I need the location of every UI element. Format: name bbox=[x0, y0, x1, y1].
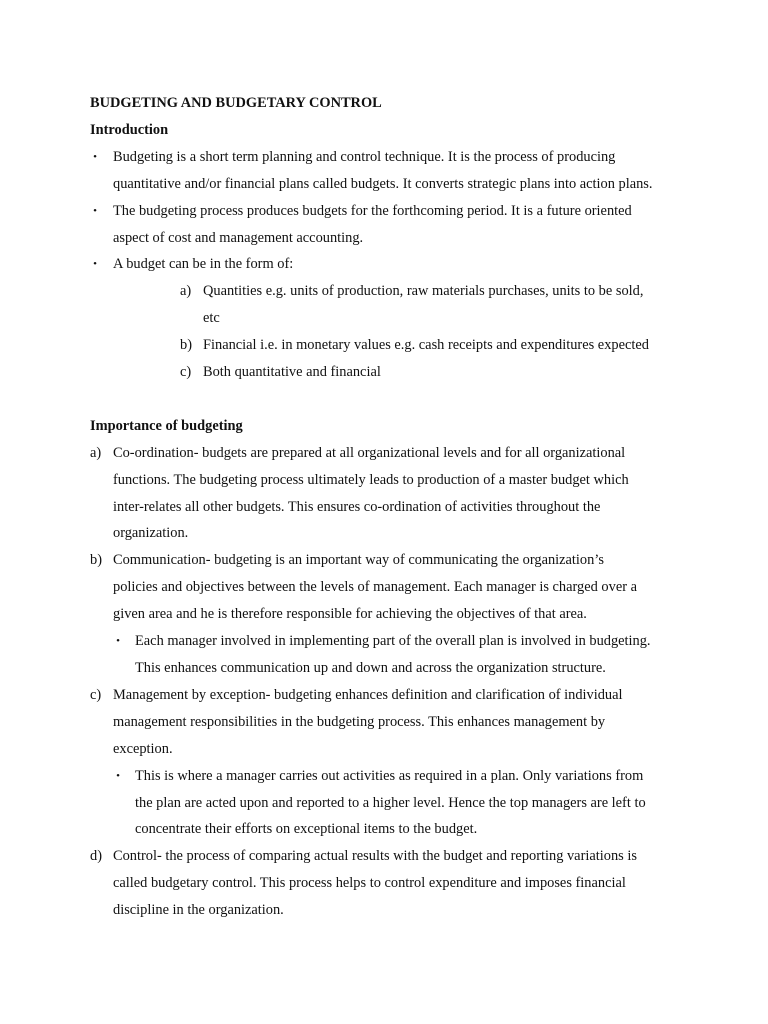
importance-a-line-3: inter-relates all other budgets. This ensures co-ordination of activities throughout the bbox=[113, 498, 601, 515]
importance-b-sub-line-1: Each manager involved in implementing part of the overall plan is involved in budgeting. bbox=[135, 633, 651, 650]
spacer bbox=[90, 386, 690, 413]
budget-form-b bbox=[90, 332, 690, 359]
letter-marker: c) bbox=[180, 364, 192, 381]
bullet-marker: • bbox=[116, 635, 120, 648]
importance-a-line-2: functions. The budgeting process ultimately leads to production of a master budget which bbox=[113, 471, 629, 488]
bullet-marker: • bbox=[93, 204, 97, 217]
importance-c-line-3: exception. bbox=[113, 740, 173, 757]
bullet-marker: • bbox=[93, 258, 97, 271]
intro-bullet-1 bbox=[90, 144, 690, 198]
intro-bullet-1-line-2: quantitative and/or financial plans called budgets. It converts strategic plans into action plans. bbox=[113, 175, 653, 192]
importance-heading: Importance of budgeting bbox=[90, 417, 243, 434]
importance-c-sub-line-3: concentrate their efforts on exceptional items to the budget. bbox=[135, 821, 478, 838]
introduction-heading: Introduction bbox=[90, 121, 169, 138]
budget-form-c-line-1: Both quantitative and financial bbox=[203, 364, 381, 381]
importance-c-line-1: Management by exception- budgeting enhances definition and clarification of individual bbox=[113, 686, 623, 703]
importance-b-sub-bullet bbox=[90, 628, 690, 682]
letter-marker: a) bbox=[180, 283, 192, 300]
importance-b-sub-line-2: This enhances communication up and down and across the organization structure. bbox=[135, 660, 606, 677]
budget-form-b-line-1: Financial i.e. in monetary values e.g. cash receipts and expenditures expected bbox=[203, 337, 649, 354]
importance-b-line-3: given area and he is therefore responsible for achieving the objectives of that area. bbox=[113, 606, 587, 623]
budget-form-a-line-1: Quantities e.g. units of production, raw materials purchases, units to be sold, bbox=[203, 283, 644, 300]
intro-bullet-3 bbox=[90, 251, 690, 278]
importance-c-sub-line-2: the plan are acted upon and reported to a higher level. Hence the top managers are left to bbox=[135, 794, 646, 811]
importance-d-line-2: called budgetary control. This process helps to control expenditure and imposes financial bbox=[113, 875, 626, 892]
bullet-marker: • bbox=[116, 769, 120, 782]
importance-item-a bbox=[90, 440, 690, 548]
importance-item-d bbox=[90, 843, 690, 924]
importance-d-line-3: discipline in the organization. bbox=[113, 902, 284, 919]
importance-item-b bbox=[90, 547, 690, 628]
importance-b-line-2: policies and objectives between the levels of management. Each manager is charged over a bbox=[113, 579, 637, 596]
intro-bullet-2 bbox=[90, 198, 690, 252]
importance-a-line-1: Co-ordination- budgets are prepared at all organizational levels and for all organizational bbox=[113, 444, 626, 461]
importance-c-sub-line-1: This is where a manager carries out activities as required in a plan. Only variations from bbox=[135, 767, 644, 784]
importance-item-c bbox=[90, 682, 690, 763]
intro-bullet-2-line-2: aspect of cost and management accounting. bbox=[113, 229, 364, 246]
document-title: BUDGETING AND BUDGETARY CONTROL bbox=[90, 95, 382, 111]
budget-form-c bbox=[90, 359, 690, 386]
importance-d-line-1: Control- the process of comparing actual results with the budget and reporting variations is bbox=[113, 848, 637, 865]
letter-marker: d) bbox=[90, 848, 102, 865]
intro-bullet-2-line-1: The budgeting process produces budgets for the forthcoming period. It is a future oriented bbox=[113, 202, 632, 219]
letter-marker: b) bbox=[180, 337, 192, 354]
intro-bullet-1-line-1: Budgeting is a short term planning and control technique. It is the process of producing bbox=[113, 148, 616, 165]
importance-b-line-1: Communication- budgeting is an important way of communicating the organization’s bbox=[113, 552, 604, 569]
budget-form-a-line-2: etc bbox=[203, 310, 220, 327]
letter-marker: c) bbox=[90, 686, 102, 703]
budget-form-a bbox=[90, 278, 690, 332]
importance-c-sub-bullet bbox=[90, 763, 690, 844]
bullet-marker: • bbox=[93, 150, 97, 163]
letter-marker: b) bbox=[90, 552, 102, 569]
importance-a-line-4: organization. bbox=[113, 525, 189, 542]
letter-marker: a) bbox=[90, 444, 102, 461]
document-page bbox=[90, 90, 690, 924]
importance-c-line-2: management responsibilities in the budgeting process. This enhances management by bbox=[113, 713, 606, 730]
intro-bullet-3-line-1: A budget can be in the form of: bbox=[113, 256, 294, 273]
